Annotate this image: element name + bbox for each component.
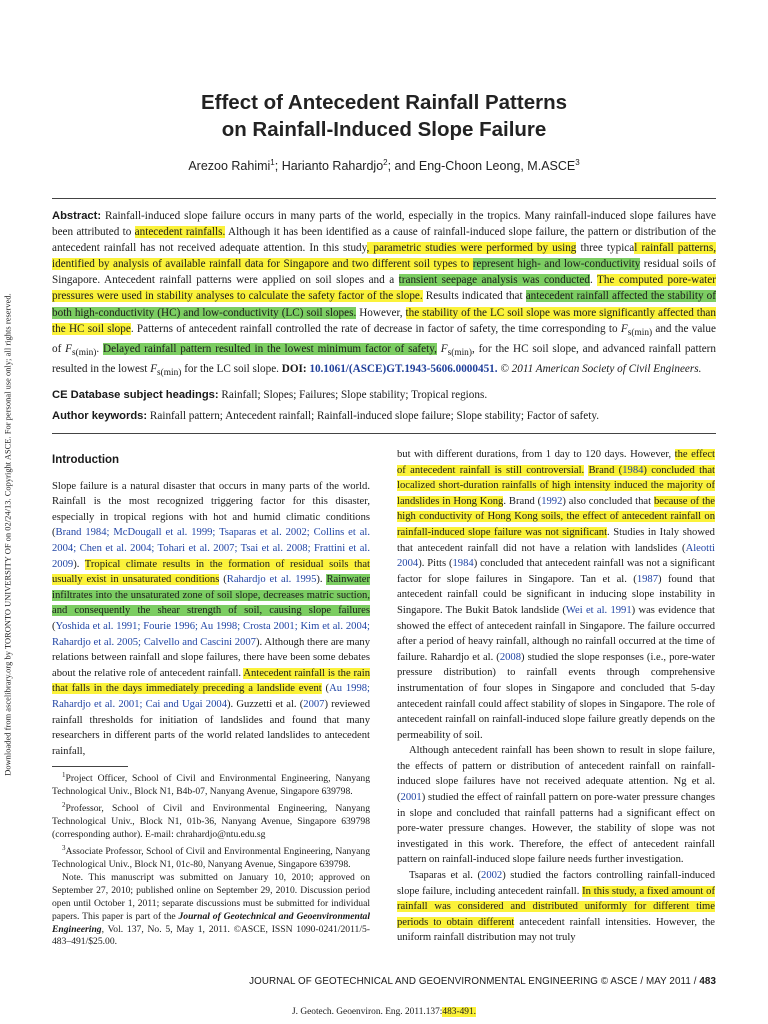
text: ). Although there are many relations between rainfall and slope failures, there have been some debates about the relative role of antecedent rainfall. — [52, 636, 370, 679]
paragraph — [52, 479, 370, 760]
highlight-green: transient seepage analysis was conducted — [398, 274, 590, 287]
footnote-divider — [52, 766, 128, 767]
footnote — [52, 842, 370, 872]
author-name: Harianto Rahardjo — [281, 159, 384, 174]
text: ) studied the slope responses (i.e., pore-water pressure distribution) to rainfall events through comprehensive instrumentation of four slopes in Singapore and concluded that 5-day antecedent rainfall could affect stability of slopes in Singapore. The role of antecedent rainfall on rainfall-induced slope failure greatly depends on the permeability of soil. — [397, 651, 715, 741]
author-keywords-label: Author keywords: — [52, 410, 148, 422]
text: ) reviewed rainfall thresholds for initiation of landslides and found that many researchers in different parts of the world related landslides to antecedent rainfall, — [52, 698, 371, 757]
highlight-yellow: The computed pore-water pressures were used in stability analyses to calculate the safety factor of the slope. — [52, 274, 716, 303]
author-keywords — [52, 410, 716, 422]
subject-headings-text: Rainfall; Slopes; Failures; Slope stability; Tropical regions. — [218, 389, 488, 401]
abstract-text: However, — [356, 306, 406, 319]
note-text: Note. This manuscript was submitted on January 10, 2010; approved on September 27, 2010; published online on September 29, 2010. Discussion period open until October 1, 2011; separate discussions must be submitted for individual papers. This paper is part of the — [52, 871, 370, 922]
highlight-yellow: In this study, a fixed amount of rainfall was considered and distributed uniformly for different time periods to obtain different — [397, 885, 715, 928]
reference-link[interactable]: 2007 — [303, 698, 325, 710]
author-name: Eng-Choon Leong, M.ASCE — [418, 159, 576, 174]
citation-text: J. Geotech. Geoenviron. Eng. 2011.137: — [292, 1007, 443, 1017]
highlight-green: antecedent rainfall affected the stability of both high-conductivity (HC) and low-conductivity (LC) soil slopes. — [52, 290, 716, 319]
text: but with different durations, from 1 day to 120 days. However, — [397, 449, 675, 460]
text: ) studied the effect of rainfall pattern on pore-water pressure changes in slope and concluded that rainfall patterns had a significant effect on pore-water pressure changes. However, the stability of slope was not investigated in this work. Therefore, the effect of antecedent rainfall pattern on rainfall-induced slope failure needs further investigation. — [397, 792, 715, 866]
citation-line — [0, 1007, 768, 1017]
left-column — [52, 447, 370, 759]
highlight-yellow: 483-491. — [442, 1007, 476, 1017]
paragraph — [397, 447, 715, 743]
divider — [52, 198, 716, 199]
reference-link[interactable]: 1992 — [541, 495, 563, 507]
footnote-marker: 2 — [62, 801, 66, 809]
symbol-fs-subscript: s(min) — [447, 348, 472, 359]
copyright: © 2011 American Society of Civil Engineers. — [497, 363, 702, 376]
footnotes — [52, 769, 370, 949]
highlight-yellow: antecedent rainfalls. — [134, 226, 226, 239]
footnote-text: Associate Professor, School of Civil and Environmental Engineering, Nanyang Technological Univ., Block N1, 01c-80, Nanyang Avenue, Singapore 639798. — [52, 846, 370, 870]
highlight-green: Delayed rainfall pattern resulted in the lowest minimum factor of safety, — [103, 342, 437, 355]
highlight-green: represent high- and low-conductivity — [472, 258, 641, 271]
abstract-label: Abstract: — [52, 210, 102, 222]
text: Tsaparas et al. ( — [409, 870, 482, 882]
footnote-text: Professor, School of Civil and Environmental Engineering, Nanyang Technological Univ., Block N1, 01b-36, Nanyang Avenue, Singapore 639798 (corresponding author). E-mail: chrahardjo@ntu.edu.sg — [52, 803, 370, 840]
reference-link[interactable]: Aleotti 2004 — [397, 542, 715, 570]
highlight-yellow: Antecedent rainfall is the rain that falls in the days immediately preceding a landslide event — [52, 667, 370, 695]
abstract-text: . — [589, 274, 598, 287]
section-heading: Introduction — [52, 454, 120, 466]
running-footer — [52, 976, 716, 987]
abstract-text: three typica — [576, 242, 635, 255]
paper-title-line-2: on Rainfall-Induced Slope Failure — [221, 118, 547, 141]
highlight-yellow: , parametric studies were performed by using — [366, 242, 577, 255]
reference-link[interactable]: Au 1998; Rahardjo et al. 2001; Cai and Ugai 2004 — [52, 683, 370, 710]
affiliation-marker: 2 — [383, 158, 388, 167]
text: ( — [321, 683, 330, 695]
text: ) found that antecedent rainfall could be significant in inducing slope instability in Singapore. The Bukit Batok landslide ( — [397, 573, 715, 616]
author-name: Arezoo Rahimi — [188, 159, 271, 174]
symbol-fs: F — [150, 363, 158, 376]
reference-link[interactable]: 1984 — [452, 558, 474, 570]
footnote-text: Project Officer, School of Civil and Environmental Engineering, Nanyang Technological Univ., Block N1, B4b-07, Nanyang Avenue, Singapore 639798. — [52, 773, 370, 798]
affiliation-marker: 1 — [270, 158, 275, 167]
paragraph — [397, 743, 715, 868]
reference-link[interactable]: 1984 — [622, 464, 644, 476]
journal-name: Journal of Geotechnical and Geoenvironmental Engineering — [52, 910, 370, 935]
text: Slope failure is a natural disaster that occurs in many parts of the world. Rainfall is the most recognized triggering factor for this disaster, especially in tropical regions with hot and humid climatic conditions ( — [52, 480, 370, 539]
right-column — [397, 447, 715, 946]
text: Although antecedent rainfall has been shown to result in slope failure, the effects of pattern or distribution of antecedent rainfall on rainfall-induced slope failures have not received adequate attention. Ng et al. ( — [397, 745, 715, 804]
abstract-text: Although it has been identified as a cause of rainfall-induced slope failure, the pattern or distribution of the antecedent rainfall has not received adequate attention. In this study — [52, 226, 716, 255]
abstract-text: Results indicated that — [422, 290, 526, 303]
text: ) studied the factors controlling rainfall-induced slope failure, including antecedent rainfall. — [397, 870, 715, 897]
reference-link[interactable]: Wei et al. 1991 — [565, 604, 632, 616]
submission-note — [52, 872, 370, 949]
subject-headings-label: CE Database subject headings: — [52, 389, 219, 401]
author-separator: ; and — [387, 159, 419, 174]
author-list — [0, 158, 768, 173]
highlight-yellow: l rainfall patterns, identified by analysis of available rainfall data for Singapore and two different soil types to — [52, 242, 717, 271]
reference-link[interactable]: Rahardjo et al. 1995 — [226, 574, 317, 586]
footnote-marker: 3 — [62, 843, 66, 852]
highlight-yellow: the stability of the LC soil slope was more significantly affected than the HC soil slope — [52, 306, 716, 335]
abstract-text: for the LC soil slope. — [181, 363, 282, 376]
symbol-fs: F — [440, 342, 448, 355]
doi-label: DOI: — [281, 363, 307, 376]
text: . Brand ( — [503, 495, 542, 507]
reference-link[interactable]: 1987 — [636, 573, 659, 585]
footnote — [52, 769, 370, 799]
text: ) also concluded that — [562, 495, 654, 507]
download-notice: Downloaded from ascelibrary.org by TORONTO UNIVERSITY OF on 02/24/13. Copyright ASCE. For personal use only; all rights reserved. — [3, 293, 13, 776]
reference-link[interactable]: 2002 — [481, 870, 503, 882]
highlight-yellow: Tropical climate results in the formation of residual soils that usually exist in unsaturated conditions — [52, 558, 371, 586]
subject-headings — [52, 389, 716, 401]
paper-title-line-1: Effect of Antecedent Rainfall Patterns — [200, 91, 568, 114]
reference-link[interactable]: 2008 — [499, 651, 522, 663]
highlight-yellow: because of the high conductivity of Hong Kong soils, the effect of antecedent rainfall on rainfall-induced slope failure was not significant — [397, 495, 716, 538]
text: ( — [52, 620, 56, 632]
reference-link[interactable]: Brand 1984; McDougall et al. 1999; Tsaparas et al. 2002; Collins et al. 2004; Chen et al. 2004; Tohari et al. 2007; Tsai et al. 2008; Frattini et al. 2009 — [52, 527, 370, 570]
divider — [52, 433, 716, 434]
author-separator: ; — [274, 159, 282, 174]
text: Brand ( — [588, 464, 623, 476]
text: ). — [73, 558, 85, 570]
highlight-green: Rainwater infiltrates into the unsaturated zone of soil slope, decreases matric suction, and consequently the shear strength of soil, causing slope failures — [52, 574, 370, 617]
text: antecedent rainfall intensities. However, the uniform rainfall distribution may not truly — [397, 916, 715, 944]
text: ). Guzzetti et al. ( — [227, 698, 304, 710]
journal-name: JOURNAL OF GEOTECHNICAL AND GEOENVIRONMENTAL ENGINEERING © ASCE / MAY 2011 / — [249, 976, 700, 987]
author-keywords-text: Rainfall pattern; Antecedent rainfall; Rainfall-induced slope failure; Slope stability; Factor of safety. — [147, 410, 600, 422]
footnote-marker: 1 — [62, 771, 66, 779]
text: ). Pitts ( — [418, 558, 453, 570]
symbol-fs-subscript: s(min) — [627, 327, 653, 338]
highlight-yellow: the effect of antecedent rainfall is still controversial. — [397, 449, 715, 476]
reference-link[interactable]: Yoshida et al. 1991; Fourie 1996; Au 1998; Crosta 2001; Kim et al. 2004; Rahardjo et al. 2005; Calvello and Cascini 2007 — [52, 620, 370, 648]
doi-link[interactable]: 10.1061/(ASCE)GT.1943-5606.0000451. — [306, 363, 498, 376]
footnote — [52, 799, 370, 842]
abstract-text: residual soils of Singapore. Antecedent rainfall patterns were applied on soil slopes and a — [52, 258, 716, 287]
text: ) concluded that localized short-duration rainfalls of high intensity induced the majority of landslides in Hong Kong — [397, 464, 715, 507]
symbol-fs: F — [65, 342, 73, 355]
abstract-text: Rainfall-induced slope failure occurs in many parts of the world, especially in the tropics. Many rainfall-induced slope failures have been attributed to — [52, 210, 716, 239]
symbol-fs-subscript: s(min) — [72, 348, 97, 359]
abstract-text: and the value of — [52, 322, 716, 355]
text: ( — [219, 574, 227, 586]
reference-link[interactable]: 2001 — [400, 792, 422, 804]
text: ). — [316, 574, 327, 586]
symbol-fs: F — [620, 322, 628, 335]
affiliation-marker: 3 — [575, 158, 580, 167]
paragraph — [397, 868, 715, 946]
page-number: 483 — [699, 976, 716, 987]
abstract-text: . — [96, 342, 104, 355]
text: ) was evidence that showed the effect of antecedent rainfall in Singapore. The failure occurred after a period of heavy rainfall, although no rainfall occurred at the time of failure. Rahardjo et al. ( — [397, 604, 715, 663]
abstract-text: . Patterns of antecedent rainfall controlled the rate of decrease in factor of safety, the time corresponding to — [130, 322, 621, 335]
text: ) concluded that antecedent rainfall was not a significant factor for slope failures in Singapore. Tan et al. ( — [397, 558, 715, 585]
abstract — [52, 208, 716, 382]
text: . Studies in Italy showed that antecedent rainfall did not have a relation with landslides ( — [397, 526, 715, 554]
note-text: , Vol. 137, No. 5, May 1, 2011. ©ASCE, ISSN 1090-0241/2011/5-483–491/$25.00. — [52, 923, 370, 948]
symbol-fs-subscript: s(min) — [157, 368, 182, 379]
abstract-text: , for the HC soil slope, and advanced rainfall pattern resulted in the lowest — [52, 342, 716, 376]
